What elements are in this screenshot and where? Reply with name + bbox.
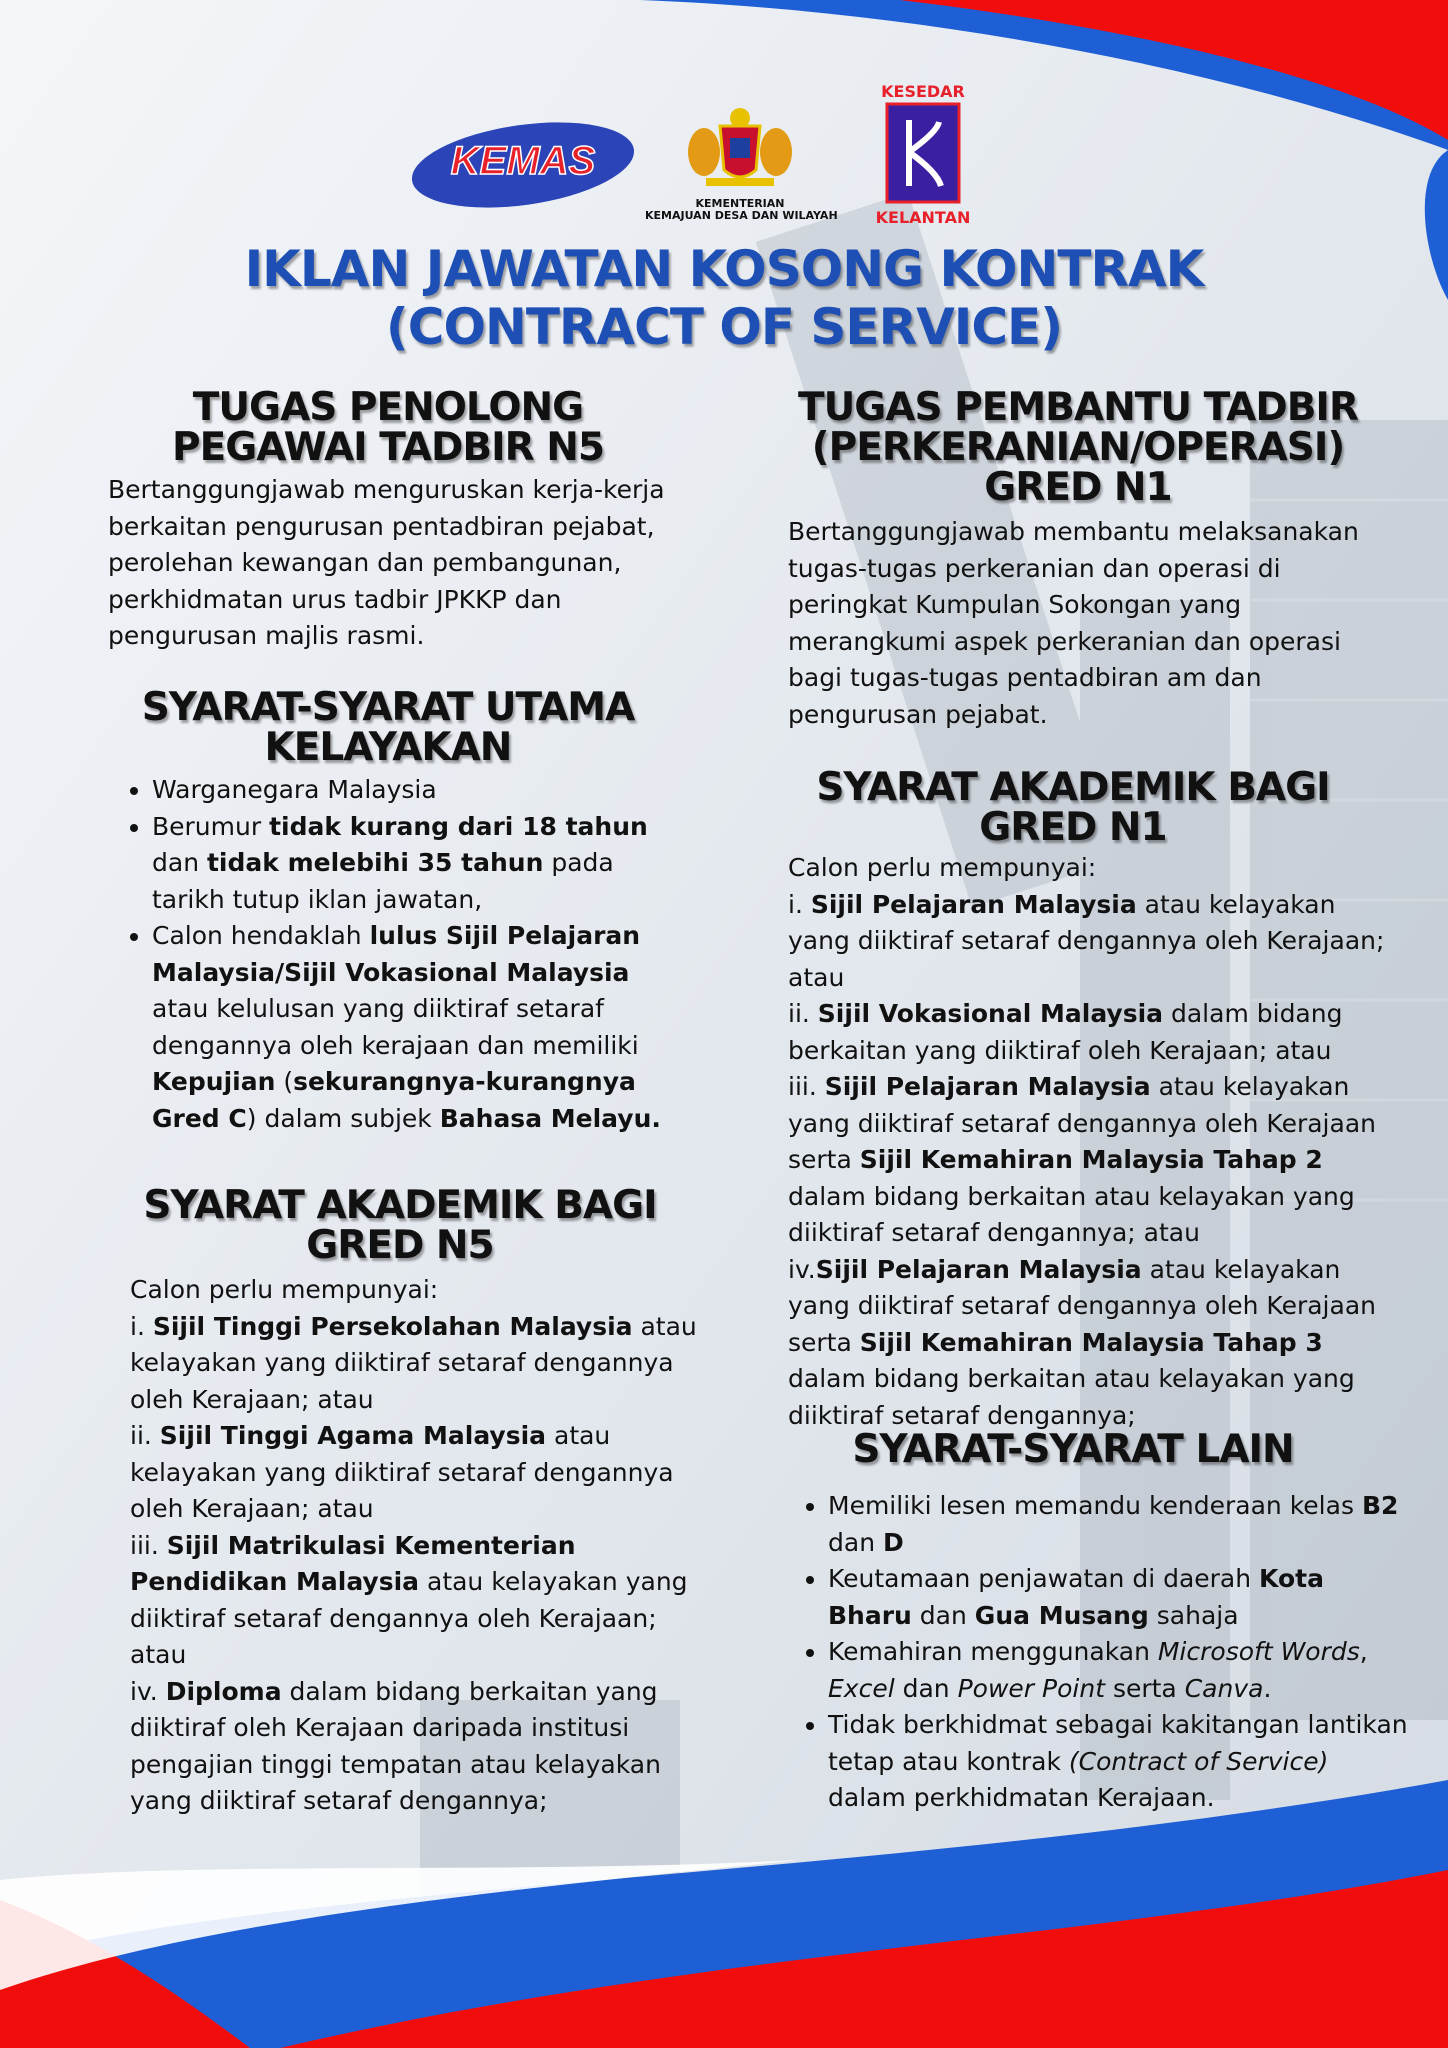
list-item [152, 809, 668, 919]
right-akademik-heading-line1: SYARAT AKADEMIK BAGI [816, 765, 1330, 810]
text-segment: Sijil Pelajaran Malaysia [815, 1254, 1142, 1284]
list-item [788, 996, 1388, 1069]
left-akademik-heading-line1: SYARAT AKADEMIK BAGI [143, 1183, 657, 1228]
left-akademik-intro: Calon perlu mempunyai: [130, 1275, 439, 1304]
list-item [788, 1069, 1388, 1252]
text-segment: Sijil Matrikulasi Kementerian Pendidikan Malaysia [130, 1530, 576, 1596]
text-segment: i. [788, 889, 811, 919]
text-segment: Kepujian [152, 1067, 276, 1096]
page-title [0, 240, 1448, 356]
text-segment: D [882, 1527, 904, 1557]
text-segment: Kota Bharu [828, 1564, 1324, 1630]
kemas-logo [410, 122, 636, 208]
left-syarat-heading-line1: SYARAT-SYARAT UTAMA [141, 685, 635, 730]
text-segment: Sijil Kemahiran Malaysia Tahap 3 [859, 1327, 1323, 1357]
kemas-logo-text: KEMAS [450, 139, 596, 183]
text-segment: Microsoft Words [1157, 1637, 1360, 1666]
list-item [130, 1674, 700, 1820]
kesedar-logo-top-text: KESEDAR [881, 82, 965, 101]
left-tugas-heading-line1: TUGAS PENOLONG [192, 385, 584, 430]
text-segment: lulus Sijil Pelajaran Malaysia/Sijil Vokasional Malaysia [152, 921, 641, 987]
page-title-line1: IKLAN JAWATAN KOSONG KONTRAK [244, 240, 1204, 298]
text-segment: atau kelayakan yang diiktiraf setaraf dengannya oleh Kerajaan; atau [130, 1567, 688, 1669]
left-tugas-text: Bertanggungjawab menguruskan kerja-kerja berkaitan pengurusan pentadbiran pejabat, perolehan kewangan dan pembangunan, perkhidmatan urus tadbir JPKKP dan pengurusan majlis rasmi. [108, 475, 665, 650]
left-tugas-section [108, 385, 668, 655]
text-segment: dalam perkhidmatan Kerajaan. [828, 1783, 1215, 1812]
text-segment: Bahasa Melayu. [439, 1103, 661, 1133]
text-segment: atau kelayakan yang diiktiraf setaraf dengannya oleh Kerajaan; atau [788, 889, 1385, 992]
text-segment: i. [130, 1311, 153, 1341]
right-akademik-heading [788, 765, 1358, 850]
left-akademik-heading-line2: GRED N5 [306, 1223, 494, 1268]
text-segment: Kemahiran menggunakan [828, 1637, 1158, 1666]
text-segment: atau kelayakan yang diiktiraf setaraf dengannya oleh Kerajaan serta [788, 1254, 1376, 1357]
list-item [828, 1561, 1408, 1634]
list-item [152, 918, 668, 1137]
right-tugas-heading [788, 385, 1368, 510]
page-title-line2: (CONTRACT OF SERVICE) [385, 298, 1063, 356]
ministry-name-line2: KEMAJUAN DESA DAN WILAYAH [645, 209, 838, 222]
text-segment: Sijil Pelajaran Malaysia [824, 1072, 1151, 1101]
text-segment: dan [894, 1673, 958, 1703]
text-segment: Diploma [165, 1676, 282, 1706]
list-item [130, 1528, 700, 1674]
text-segment: serta [1105, 1673, 1185, 1703]
text-segment: dan [152, 848, 207, 877]
right-lain-section [788, 1427, 1408, 1817]
text-segment: Keutamaan penjawatan di daerah [828, 1564, 1260, 1593]
kesedar-logo-bottom-text: KELANTAN [875, 208, 971, 227]
list-item [130, 1309, 700, 1419]
text-segment: Warganegara Malaysia [152, 775, 437, 804]
text-segment: iii. [130, 1530, 167, 1560]
list-item [788, 1252, 1388, 1435]
text-segment: Power Point [957, 1673, 1105, 1703]
ministry-name-line1: KEMENTERIAN [695, 197, 785, 210]
text-segment: Sijil Tinggi Agama Malaysia [159, 1421, 547, 1450]
text-segment: tidak melebihi 35 tahun [206, 848, 544, 877]
right-akademik-section [788, 765, 1388, 1434]
text-segment: Sijil Pelajaran Malaysia [810, 889, 1137, 919]
text-segment: . [1263, 1673, 1272, 1703]
text-segment: ii. [130, 1421, 160, 1450]
left-tugas-heading-line2: PEGAWAI TADBIR N5 [172, 425, 604, 470]
text-segment: dan [911, 1600, 975, 1630]
list-item [828, 1634, 1408, 1707]
left-syarat-section [108, 685, 668, 1137]
left-syarat-heading-line2: KELAYAKAN [264, 725, 512, 770]
text-segment: dalam bidang berkaitan atau kelayakan yang diiktiraf setaraf dengannya; atau [788, 1181, 1355, 1247]
text-segment: ( [275, 1067, 294, 1096]
text-segment: dalam bidang berkaitan yang diiktiraf oleh Kerajaan; atau [788, 999, 1343, 1065]
text-segment: ii. [788, 999, 818, 1028]
right-lain-list [788, 1488, 1408, 1817]
text-segment: (Contract of Service) [1068, 1746, 1329, 1776]
text-segment: tidak kurang dari 18 tahun [269, 811, 648, 841]
left-syarat-heading [108, 685, 668, 770]
text-segment: atau kelayakan yang diiktiraf setaraf dengannya oleh Kerajaan; atau [130, 1311, 697, 1414]
text-segment: atau kelayakan yang diiktiraf setaraf dengannya oleh Kerajaan; atau [130, 1421, 674, 1523]
text-segment: Memiliki lesen memandu kenderaan kelas [828, 1491, 1362, 1520]
left-tugas-heading [108, 385, 668, 470]
right-akademik-heading-line2: GRED N1 [979, 805, 1167, 850]
kesedar-logo [868, 82, 978, 232]
ministry-crest [645, 104, 838, 224]
crest-icon [680, 104, 800, 194]
right-tugas-heading-line2: (PERKERANIAN/OPERASI) [811, 425, 1345, 470]
list-item [828, 1707, 1408, 1817]
text-segment: ) dalam subjek [246, 1103, 440, 1133]
right-lain-heading-line1: SYARAT-SYARAT LAIN [852, 1427, 1294, 1472]
right-tugas-heading-line3: GRED N1 [984, 465, 1172, 510]
text-segment: , [1359, 1637, 1368, 1666]
text-segment: Sijil Kemahiran Malaysia Tahap 2 [859, 1145, 1323, 1174]
kesedar-emblem-icon [885, 102, 961, 204]
text-segment: dalam bidang berkaitan yang diiktiraf oleh Kerajaan daripada institusi pengajian tinggi tempatan atau kelayakan yang diiktiraf setaraf dengannya; [130, 1676, 661, 1815]
right-tugas-text: Bertanggungjawab membantu melaksanakan tugas-tugas perkeranian dan operasi di peringkat Kumpulan Sokongan yang merangkumi aspek perkeranian dan operasi bagi tugas-tugas pentadbiran am dan pengurusan pejabat. [788, 517, 1359, 729]
text-segment: Tidak berkhidmat sebagai kakitangan lantikan tetap atau kontrak [828, 1710, 1408, 1776]
text-segment: iv. [788, 1254, 816, 1284]
list-item [152, 772, 668, 809]
right-tugas-heading-line1: TUGAS PEMBANTU TADBIR [798, 385, 1358, 430]
text-segment: Canva [1184, 1673, 1264, 1703]
list-item [130, 1418, 700, 1528]
right-tugas-section [788, 385, 1368, 733]
text-segment: dalam bidang berkaitan atau kelayakan yang diiktiraf setaraf dengannya; [788, 1364, 1355, 1430]
left-akademik-list [130, 1309, 700, 1820]
text-segment: Calon hendaklah [152, 921, 370, 950]
logo-bar [0, 82, 1448, 232]
text-segment: Excel [828, 1673, 895, 1703]
text-segment: sahaja [1148, 1600, 1239, 1630]
text-segment: B2 [1361, 1491, 1399, 1520]
text-segment: Berumur [152, 811, 270, 841]
list-item [828, 1488, 1408, 1561]
text-segment: Gua Musang [974, 1600, 1149, 1630]
right-akademik-list [788, 887, 1388, 1435]
text-segment: Sijil Tinggi Persekolahan Malaysia [152, 1311, 633, 1341]
list-item [788, 887, 1388, 997]
left-akademik-heading [120, 1183, 680, 1268]
text-segment: atau kelayakan yang diiktiraf setaraf dengannya oleh Kerajaan serta [788, 1072, 1376, 1174]
text-segment: dan [828, 1527, 883, 1557]
text-segment: pada tarikh tutup iklan jawatan, [152, 848, 614, 914]
right-lain-heading [788, 1427, 1358, 1472]
left-akademik-section [130, 1183, 700, 1820]
text-segment: Sijil Vokasional Malaysia [817, 999, 1164, 1028]
left-syarat-list [108, 772, 668, 1137]
text-segment: atau kelulusan yang diiktiraf setaraf dengannya oleh kerajaan dan memiliki [152, 994, 639, 1060]
text-segment: iii. [788, 1072, 825, 1101]
text-segment: iv. [130, 1676, 166, 1706]
text-segment: sekurangnya-kurangnya Gred C [152, 1067, 636, 1133]
right-akademik-intro: Calon perlu mempunyai: [788, 853, 1097, 882]
